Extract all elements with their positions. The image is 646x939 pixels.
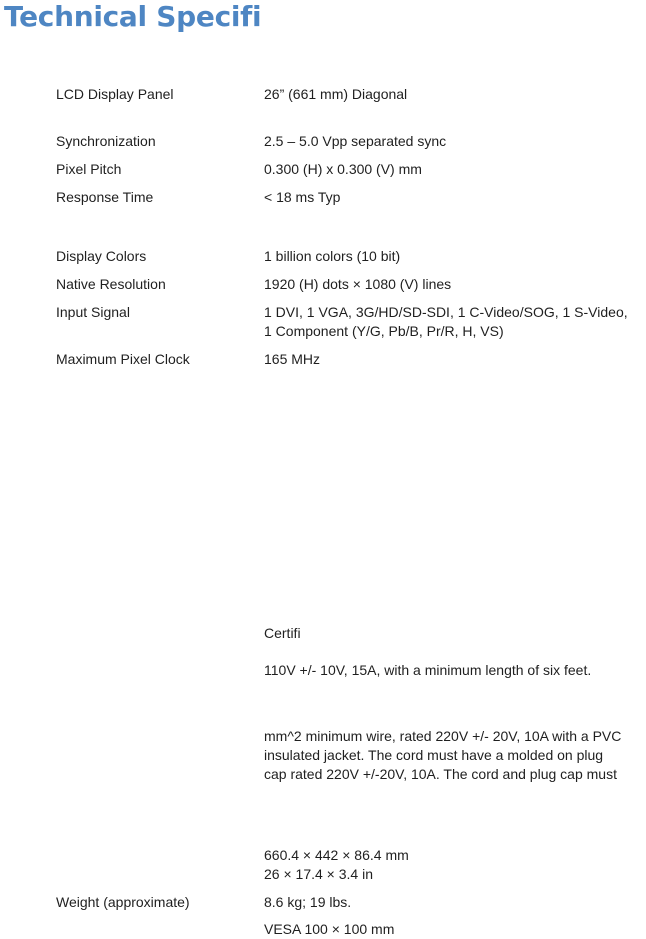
display-colors-value: 1 billion colors (10 bit)	[264, 248, 401, 264]
response-time-label: Response Time	[56, 189, 154, 205]
pixel-pitch-value: 0.300 (H) x 0.300 (V) mm	[264, 161, 422, 177]
synchronization-value: 2.5 – 5.0 Vpp separated sync	[264, 133, 447, 149]
native-resolution-label: Native Resolution	[56, 276, 166, 292]
response-time-value: < 18 ms Typ	[264, 189, 341, 205]
dimensions-metric: 660.4 × 442 × 86.4 mm	[264, 847, 409, 863]
max-pixel-clock-label: Maximum Pixel Clock	[56, 351, 190, 367]
lcd-panel-value: 26” (661 mm) Diagonal	[264, 86, 408, 102]
certification-value: Certifi	[264, 625, 301, 641]
dimensions-imperial: 26 × 17.4 × 3.4 in	[264, 866, 373, 882]
weight-value: 8.6 kg; 19 lbs.	[264, 894, 352, 910]
display-colors-label: Display Colors	[56, 248, 147, 264]
power-cord-220-line-1: mm^2 minimum wire, rated 220V +/- 20V, 10A with a PVC	[264, 728, 622, 744]
power-cord-220-line-3: cap rated 220V +/-20V, 10A. The cord and plug cap must	[264, 766, 617, 782]
synchronization-label: Synchronization	[56, 133, 156, 149]
pixel-pitch-label: Pixel Pitch	[56, 161, 122, 177]
lcd-panel-label: LCD Display Panel	[56, 86, 174, 102]
power-cord-220-line-2: insulated jacket. The cord must have a molded on plug	[264, 747, 604, 763]
input-signal-value-line-2: 1 Component (Y/G, Pb/B, Pr/R, H, VS)	[264, 323, 504, 339]
power-cord-110-value: 110V +/- 10V, 15A, with a minimum length of six feet.	[264, 662, 592, 678]
max-pixel-clock-value: 165 MHz	[264, 351, 321, 367]
native-resolution-value: 1920 (H) dots × 1080 (V) lines	[264, 276, 452, 292]
vesa-mount-value: VESA 100 × 100 mm	[264, 921, 395, 937]
weight-label: Weight (approximate)	[56, 894, 190, 910]
input-signal-value-line-1: 1 DVI, 1 VGA, 3G/HD/SD-SDI, 1 C-Video/SOG, 1 S-Video,	[264, 304, 628, 320]
page-title: Technical Specifi	[4, 0, 262, 33]
input-signal-label: Input Signal	[56, 304, 130, 320]
